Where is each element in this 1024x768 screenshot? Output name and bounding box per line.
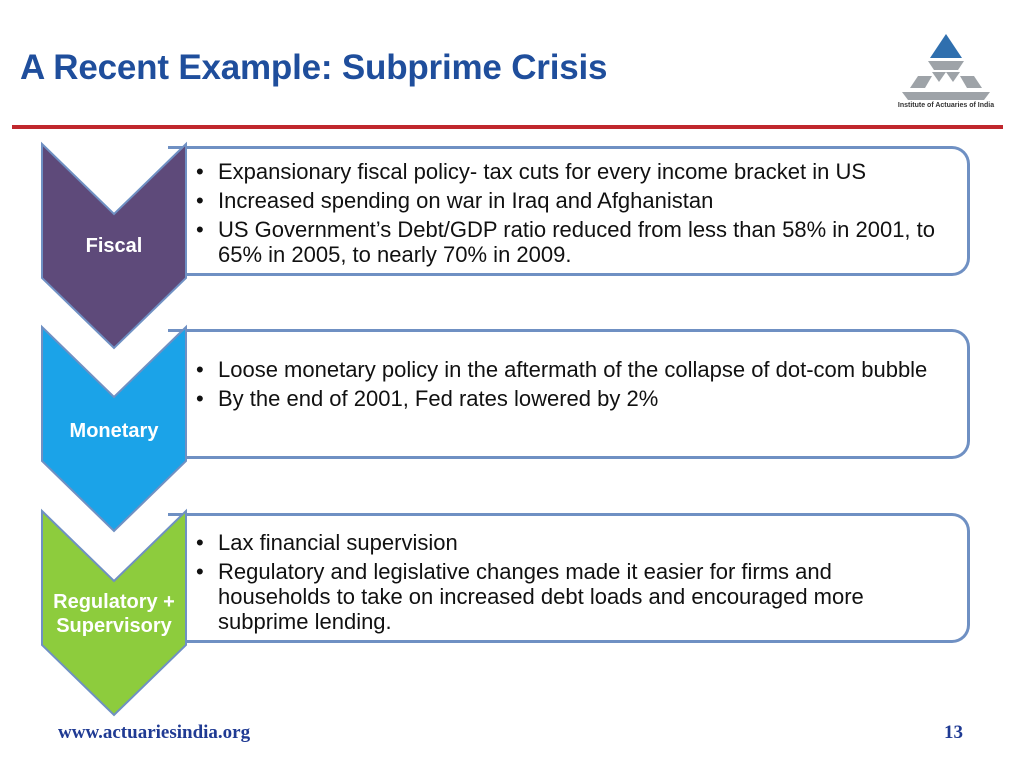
monetary-panel: [168, 329, 970, 459]
list-item: • US Government’s Debt/GDP ratio reduced from less than 58% in 2001, to 65% in 2005, to nearly 70% in 2009.: [196, 217, 949, 267]
monetary-chevron: [40, 325, 188, 535]
list-item: • By the end of 2001, Fed rates lowered by 2%: [196, 386, 949, 411]
list-item: • Loose monetary policy in the aftermath of the collapse of dot-com bubble: [196, 357, 949, 382]
monetary-label: Monetary: [69, 420, 159, 442]
list-item: • Increased spending on war in Iraq and Afghanistan: [196, 188, 949, 213]
regulatory-label-line2: Supervisory: [56, 615, 172, 637]
fiscal-label: Fiscal: [85, 235, 143, 257]
logo-triangle-icon: [888, 30, 1004, 102]
fiscal-panel: [168, 146, 970, 276]
regulatory-panel: [168, 513, 970, 643]
page-number: 13: [944, 722, 963, 743]
regulatory-bullet-list: [196, 530, 949, 638]
regulatory-label: [40, 590, 188, 638]
regulatory-chevron: [40, 509, 188, 719]
title-divider: [12, 125, 1003, 129]
slide-title: A Recent Example: Subprime Crisis: [20, 48, 608, 87]
logo-text: Institute of Actuaries of India: [897, 102, 995, 109]
institute-logo: [888, 30, 1004, 116]
fiscal-chevron: [40, 142, 188, 352]
list-item: • Expansionary fiscal policy- tax cuts for every income bracket in US: [196, 159, 949, 184]
monetary-bullet-list: [196, 357, 949, 415]
fiscal-bullet-list: [196, 159, 949, 271]
regulatory-label-line1: Regulatory +: [53, 591, 175, 613]
list-item: • Lax financial supervision: [196, 530, 949, 555]
list-item: • Regulatory and legislative changes made it easier for firms and households to take on increased debt loads and encouraged more subprime lending.: [196, 559, 949, 634]
footer-url[interactable]: www.actuariesindia.org: [58, 722, 251, 743]
